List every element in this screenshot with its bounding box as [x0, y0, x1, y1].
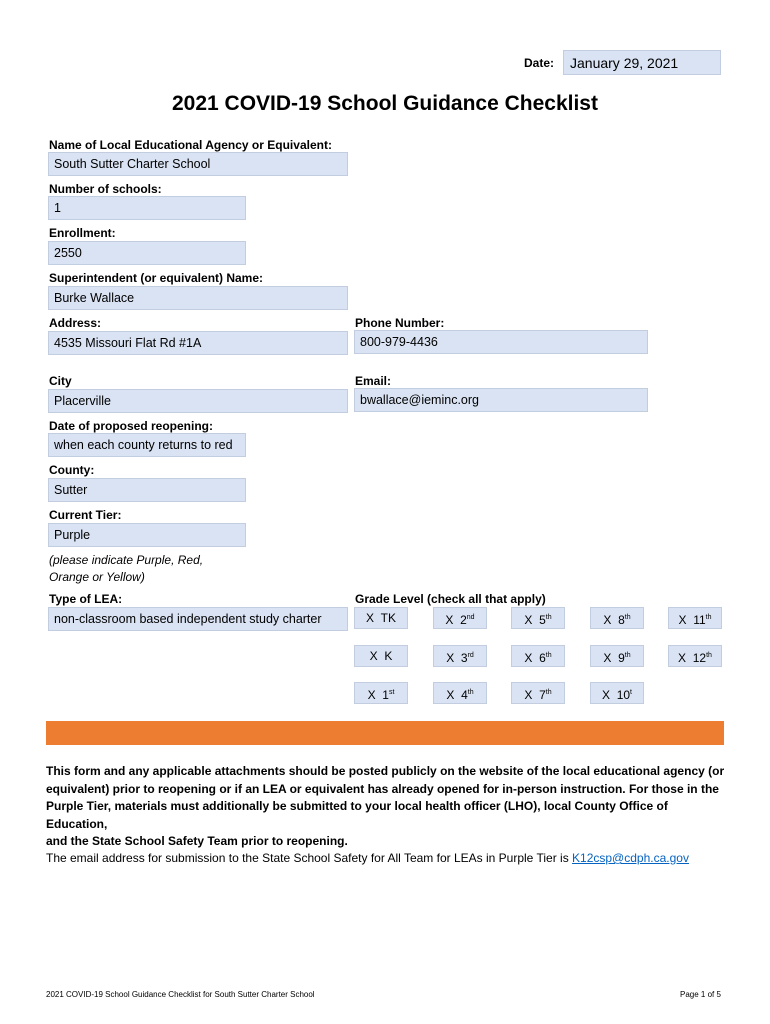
grade-ordinal-suffix: th [705, 614, 712, 621]
superintendent-field[interactable]: Burke Wallace [48, 286, 348, 310]
grade-level-label: Grade Level (check all that apply) [355, 592, 546, 606]
notice-line: This form and any applicable attachments should be posted publicly on the website of the local educational agency (or [46, 764, 725, 778]
grade-check-mark: X [445, 613, 454, 627]
num-schools-label: Number of schools: [49, 182, 162, 196]
grade-checkbox[interactable] [511, 645, 565, 667]
posting-notice [46, 763, 730, 851]
grade-label: 4 [461, 688, 468, 702]
grade-ordinal-suffix: th [624, 614, 631, 621]
grade-ordinal-suffix: th [706, 652, 712, 659]
grade-check-mark: X [524, 651, 533, 665]
grade-checkbox[interactable] [354, 645, 408, 667]
grade-checkbox[interactable] [433, 607, 487, 629]
grade-ordinal-suffix: th [545, 614, 552, 621]
grade-ordinal-suffix: t [630, 689, 632, 696]
grade-ordinal-suffix: th [624, 652, 631, 659]
city-label: City [49, 374, 72, 388]
submission-line [46, 851, 689, 865]
grade-label: 10 [616, 688, 631, 702]
enrollment-field[interactable]: 2550 [48, 241, 246, 265]
grade-check-mark: X [446, 651, 455, 665]
grade-check-mark: X [369, 649, 378, 663]
grade-checkbox[interactable] [668, 607, 722, 629]
grade-checkbox[interactable] [511, 682, 565, 704]
grade-label: 8 [618, 613, 625, 627]
grade-label: 12 [692, 651, 707, 665]
address-field[interactable]: 4535 Missouri Flat Rd #1A [48, 331, 348, 355]
grade-label: 11 [693, 613, 706, 627]
city-field[interactable]: Placerville [48, 389, 348, 413]
grade-checkbox[interactable] [354, 607, 408, 629]
num-schools-field[interactable]: 1 [48, 196, 246, 220]
grade-check-mark: X [602, 688, 611, 702]
grade-checkbox[interactable] [590, 682, 644, 704]
tier-label: Current Tier: [49, 508, 122, 522]
section-divider-bar [46, 721, 724, 745]
lea-type-field[interactable]: non-classroom based independent study charter [48, 607, 348, 631]
county-field[interactable]: Sutter [48, 478, 246, 502]
grade-check-mark: X [524, 688, 533, 702]
grade-ordinal-suffix: th [545, 652, 552, 659]
grade-ordinal-suffix: th [467, 689, 474, 696]
grade-label: K [384, 649, 393, 663]
grade-ordinal-suffix: th [545, 689, 552, 696]
email-field[interactable]: bwallace@ieminc.org [354, 388, 648, 412]
lea-name-label: Name of Local Educational Agency or Equivalent: [49, 138, 332, 152]
date-field[interactable]: January 29, 2021 [563, 50, 721, 75]
grade-check-mark: X [524, 613, 533, 627]
grade-check-mark: X [603, 613, 612, 627]
grade-label: 5 [539, 613, 546, 627]
tier-note-line: (please indicate Purple, Red, [49, 553, 204, 567]
notice-line: equivalent) prior to reopening or if an LEA or equivalent has already opened for in-person instruction. For those in the [46, 781, 719, 796]
grade-checkbox[interactable] [668, 645, 722, 667]
enrollment-label: Enrollment: [49, 226, 116, 240]
grade-label: 9 [618, 651, 625, 665]
grade-ordinal-suffix: rd [467, 652, 474, 659]
grade-checkbox[interactable] [511, 607, 565, 629]
grade-checkbox[interactable] [590, 645, 644, 667]
grade-check-mark: X [678, 613, 687, 627]
footer-left: 2021 COVID-19 School Guidance Checklist for South Sutter Charter School [46, 990, 315, 999]
grade-label: 2 [460, 613, 467, 627]
grade-check-mark: X [603, 651, 612, 665]
footer-page-number: Page 1 of 5 [680, 990, 721, 999]
email-label: Email: [355, 374, 392, 388]
tier-note [49, 552, 203, 586]
phone-label: Phone Number: [355, 316, 445, 330]
grade-label: 3 [460, 651, 468, 665]
grade-check-mark: X [365, 611, 374, 625]
county-label: County: [49, 463, 95, 477]
grade-ordinal-suffix: nd [466, 614, 475, 621]
grade-ordinal-suffix: st [388, 689, 395, 696]
tier-note-line: Orange or Yellow) [49, 570, 145, 584]
notice-line: and the State School Safety Team prior to reopening. [46, 834, 348, 848]
lea-type-label: Type of LEA: [49, 592, 123, 606]
submission-email-link[interactable]: K12csp@cdph.ca.gov [572, 851, 689, 865]
phone-field[interactable]: 800-979-4436 [354, 330, 648, 354]
submission-text: The email address for submission to the State School Safety for All Team for LEAs in Purple Tier is [46, 851, 573, 865]
grade-label: TK [380, 611, 397, 625]
address-label: Address: [49, 316, 102, 330]
grade-checkbox[interactable] [590, 607, 644, 629]
page-title: 2021 COVID-19 School Guidance Checklist [172, 92, 598, 115]
reopening-date-label: Date of proposed reopening: [49, 419, 214, 433]
grade-check-mark: X [367, 688, 376, 702]
lea-name-field[interactable]: South Sutter Charter School [48, 152, 348, 176]
date-label: Date: [524, 56, 555, 70]
notice-line: Purple Tier, materials must additionally be submitted to your local health officer (LHO), local County Office of Education, [46, 799, 668, 831]
grade-checkbox[interactable] [354, 682, 408, 704]
reopening-date-field[interactable]: when each county returns to red [48, 433, 246, 457]
grade-check-mark: X [678, 651, 687, 665]
tier-field[interactable]: Purple [48, 523, 246, 547]
grade-label: 7 [539, 688, 546, 702]
grade-checkbox[interactable] [433, 645, 487, 667]
superintendent-label: Superintendent (or equivalent) Name: [49, 271, 264, 285]
grade-checkbox[interactable] [433, 682, 487, 704]
grade-check-mark: X [446, 688, 455, 702]
grade-label: 1 [382, 688, 389, 702]
grade-label: 6 [539, 651, 546, 665]
